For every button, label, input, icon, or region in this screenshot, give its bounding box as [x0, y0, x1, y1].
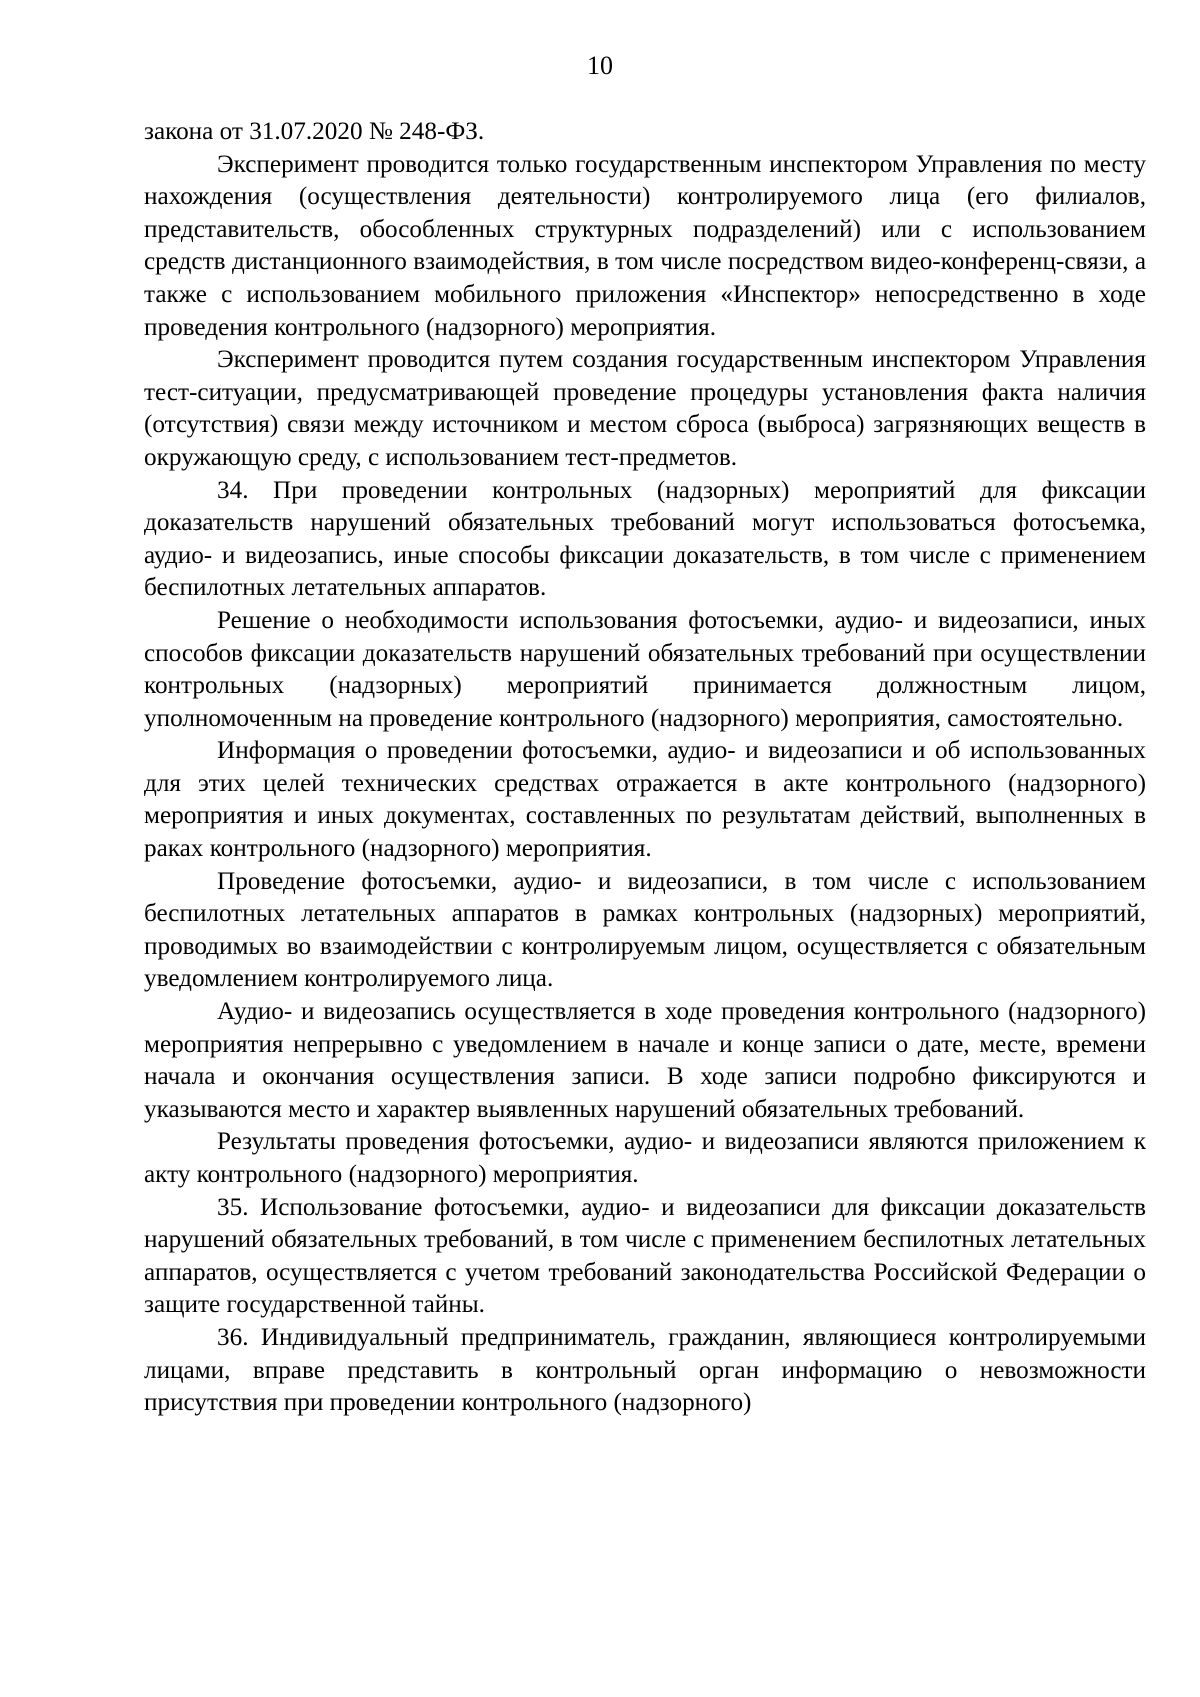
paragraph-recording-notification: Проведение фотосъемки, аудио- и видеозаписи, в том числе с использованием беспилотных летательных аппаратов в рамках контрольных (надзорных) мероприятий, проводимых во взаимодействии с контролируемым лицом, осуществляется с обязательным уведомлением контролируемого лица. — [144, 867, 1146, 993]
paragraph-item-34: 34. При проведении контрольных (надзорных) мероприятий для фиксации доказательств нарушений обязательных требований могут использоваться фотосъемка, аудио- и видеозапись, иные способы фиксации доказательств, в том числе с применением беспилотных летательных аппаратов. — [144, 476, 1146, 602]
paragraph-experiment-test-situation: Эксперимент проводится путем создания государственным инспектором Управления тест-ситуации, предусматривающей проведение процедуры установления факта наличия (отсутствия) связи между источником и местом сброса (выброса) загрязняющих веществ в окружающую среду, с использованием тест-предметов. — [144, 346, 1146, 471]
paragraph-item-35: 35. Использование фотосъемки, аудио- и видеозаписи для фиксации доказательств нарушений обязательных требований, в том числе с применением беспилотных летательных аппаратов, осуществляется с учетом требований законодательства Российской Федерации о защите государственной тайны. — [144, 1193, 1146, 1319]
paragraph-recording-decision: Решение о необходимости использования фотосъемки, аудио- и видеозаписи, иных способов фиксации доказательств нарушений обязательных требований при осуществлении контрольных (надзорных) мероприятий принимается должностным лицом, уполномоченным на проведение контрольного (надзорного) мероприятия, самостоятельно. — [144, 606, 1146, 732]
paragraph-recording-results: Результаты проведения фотосъемки, аудио- и видеозаписи являются приложением к акту контрольного (надзорного) мероприятия. — [144, 1128, 1146, 1188]
paragraph-recording-continuous: Аудио- и видеозапись осуществляется в ходе проведения контрольного (надзорного) мероприятия непрерывно с уведомлением в начале и конце записи о дате, месте, времени начала и окончания осуществления записи. В ходе записи подробно фиксируются и указываются место и характер выявленных нарушений обязательных требований. — [144, 998, 1146, 1123]
paragraph-item-36: 36. Индивидуальный предприниматель, гражданин, являющиеся контролируемыми лицами, вправе представить в контрольный орган информацию о невозможности присутствия при проведении контрольного (надзорного) — [144, 1323, 1146, 1417]
paragraph-experiment-inspector: Эксперимент проводится только государственным инспектором Управления по месту нахождения (осуществления деятельности) контролируемого лица (его филиалов, представительств, обособленных структурных подразделений) или с использованием средств дистанционного взаимодействия, в том числе посредством видео-конференц-связи, а также с использованием мобильного приложения «Инспектор» непосредственно в ходе проведения контрольного (надзорного) мероприятия. — [144, 150, 1146, 341]
paragraph-recording-information: Информация о проведении фотосъемки, аудио- и видеозаписи и об использованных для этих целей технических средствах отражается в акте контрольного (надзорного) мероприятия и иных документах, составленных по результатам действий, выполненных в раках контрольного (надзорного) мероприятия. — [144, 737, 1146, 863]
page-number: 10 — [587, 51, 613, 80]
paragraph-law-reference: закона от 31.07.2020 № 248-ФЗ. — [144, 118, 485, 145]
document-body — [144, 116, 1146, 1420]
